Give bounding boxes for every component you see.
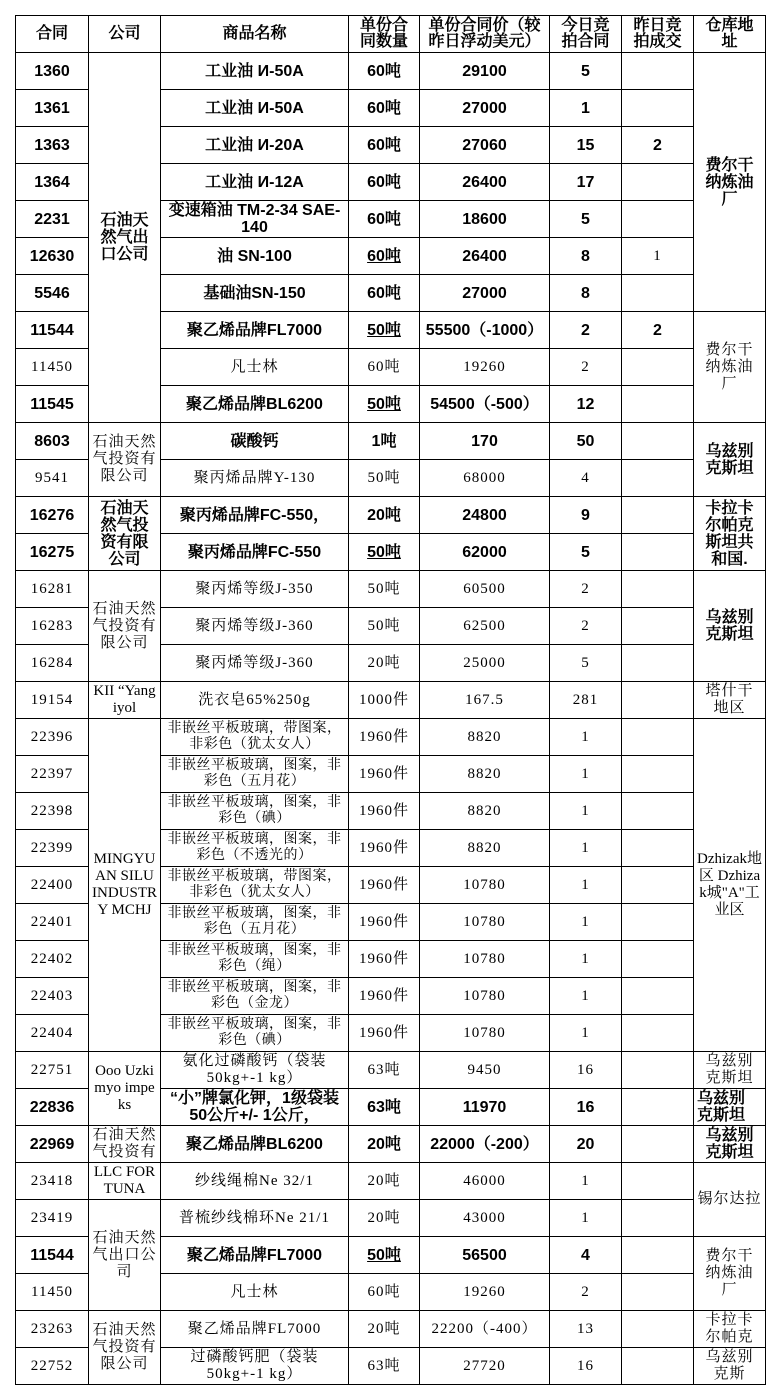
warehouse-cell: 卡拉卡尔帕克斯坦共和国. xyxy=(694,497,766,571)
header-product: 商品名称 xyxy=(161,16,349,53)
product-cell: 普梳纱线棉环Ne 21/1 xyxy=(161,1200,349,1237)
today-lots-cell: 16 xyxy=(550,1052,622,1089)
yesterday-deals-cell xyxy=(622,1052,694,1089)
quantity-cell: 50吨 xyxy=(349,534,420,571)
yesterday-deals-cell xyxy=(622,1163,694,1200)
warehouse-cell: Dzhizak地区 Dzhizak城"A"工业区 xyxy=(694,719,766,1052)
price-cell: 27720 xyxy=(420,1348,550,1385)
contract-cell: 11544 xyxy=(16,312,89,349)
product-cell: 氨化过磷酸钙（袋装50kg+-1 kg） xyxy=(161,1052,349,1089)
header-quantity: 单份合同数量 xyxy=(349,16,420,53)
today-lots-cell: 16 xyxy=(550,1089,622,1126)
product-cell: 聚丙烯等级J-360 xyxy=(161,645,349,682)
quantity-cell: 63吨 xyxy=(349,1052,420,1089)
product-cell: 聚乙烯品牌FL7000 xyxy=(161,1311,349,1348)
price-cell: 10780 xyxy=(420,978,550,1015)
price-cell: 8820 xyxy=(420,719,550,756)
warehouse-cell: 费尔干纳炼油厂 xyxy=(694,1237,766,1311)
quantity-cell: 20吨 xyxy=(349,1200,420,1237)
today-lots-cell: 17 xyxy=(550,164,622,201)
product-cell: 工业油 И-50A xyxy=(161,90,349,127)
product-cell: “小”牌氯化钾，1级袋装50公斤+/- 1公斤， xyxy=(161,1089,349,1126)
today-lots-cell: 2 xyxy=(550,1274,622,1311)
quantity-cell: 50吨 xyxy=(349,386,420,423)
price-cell: 25000 xyxy=(420,645,550,682)
today-lots-cell: 9 xyxy=(550,497,622,534)
price-cell: 19260 xyxy=(420,349,550,386)
today-lots-cell: 1 xyxy=(550,830,622,867)
yesterday-deals-cell xyxy=(622,423,694,460)
price-cell: 46000 xyxy=(420,1163,550,1200)
quantity-cell: 1吨 xyxy=(349,423,420,460)
product-cell: 凡士林 xyxy=(161,349,349,386)
header-today-lots: 今日竞拍合同 xyxy=(550,16,622,53)
header-company: 公司 xyxy=(89,16,161,53)
quantity-cell: 60吨 xyxy=(349,238,420,275)
price-cell: 26400 xyxy=(420,164,550,201)
product-cell: 变速箱油 TM-2-34 SAE-140 xyxy=(161,201,349,238)
header-contract: 合同 xyxy=(16,16,89,53)
contract-cell: 19154 xyxy=(16,682,89,719)
price-cell: 54500（-500） xyxy=(420,386,550,423)
company-cell: KII “Yangiyol xyxy=(89,682,161,719)
product-cell: 工业油 И-12A xyxy=(161,164,349,201)
product-cell: 非嵌丝平板玻璃，图案，非彩色（碘） xyxy=(161,1015,349,1052)
product-cell: 非嵌丝平板玻璃，图案，非彩色（五月花） xyxy=(161,904,349,941)
product-cell: 聚丙烯品牌FC-550， xyxy=(161,497,349,534)
product-cell: 聚丙烯等级J-360 xyxy=(161,608,349,645)
contract-cell: 22400 xyxy=(16,867,89,904)
quantity-cell: 20吨 xyxy=(349,497,420,534)
yesterday-deals-cell xyxy=(622,1274,694,1311)
quantity-cell: 60吨 xyxy=(349,1274,420,1311)
product-cell: 聚丙烯等级J-350 xyxy=(161,571,349,608)
contract-cell: 16275 xyxy=(16,534,89,571)
yesterday-deals-cell xyxy=(622,90,694,127)
quantity-cell: 50吨 xyxy=(349,460,420,497)
product-cell: 聚丙烯品牌Y-130 xyxy=(161,460,349,497)
warehouse-cell: 塔什干地区 xyxy=(694,682,766,719)
today-lots-cell: 13 xyxy=(550,1311,622,1348)
quantity-cell: 60吨 xyxy=(349,127,420,164)
price-cell: 19260 xyxy=(420,1274,550,1311)
quantity-cell: 50吨 xyxy=(349,608,420,645)
yesterday-deals-cell xyxy=(622,608,694,645)
price-cell: 10780 xyxy=(420,867,550,904)
warehouse-cell: 费尔干纳炼油厂 xyxy=(694,312,766,423)
company-cell: 石油天然气投资有限公司 xyxy=(89,497,161,571)
today-lots-cell: 1 xyxy=(550,1015,622,1052)
header-yesterday-deals: 昨日竞拍成交 xyxy=(622,16,694,53)
quantity-cell: 20吨 xyxy=(349,645,420,682)
yesterday-deals-cell xyxy=(622,1311,694,1348)
yesterday-deals-cell xyxy=(622,164,694,201)
today-lots-cell: 1 xyxy=(550,719,622,756)
today-lots-cell: 12 xyxy=(550,386,622,423)
contract-cell: 2231 xyxy=(16,201,89,238)
price-cell: 60500 xyxy=(420,571,550,608)
quantity-cell: 20吨 xyxy=(349,1126,420,1163)
yesterday-deals-cell xyxy=(622,349,694,386)
contract-cell: 12630 xyxy=(16,238,89,275)
yesterday-deals-cell: 2 xyxy=(622,312,694,349)
today-lots-cell: 2 xyxy=(550,608,622,645)
contract-cell: 1363 xyxy=(16,127,89,164)
warehouse-cell: 乌兹别克斯坦 xyxy=(694,423,766,497)
quantity-cell: 1960件 xyxy=(349,793,420,830)
today-lots-cell: 5 xyxy=(550,534,622,571)
header-price: 单份合同价（较昨日浮动美元） xyxy=(420,16,550,53)
price-cell: 8820 xyxy=(420,793,550,830)
contract-cell: 22751 xyxy=(16,1052,89,1089)
contract-cell: 22403 xyxy=(16,978,89,1015)
contract-cell: 23419 xyxy=(16,1200,89,1237)
contract-cell: 11544 xyxy=(16,1237,89,1274)
price-cell: 56500 xyxy=(420,1237,550,1274)
warehouse-cell: 费尔干纳炼油厂 xyxy=(694,53,766,312)
today-lots-cell: 1 xyxy=(550,941,622,978)
yesterday-deals-cell xyxy=(622,904,694,941)
product-cell: 油 SN-100 xyxy=(161,238,349,275)
product-cell: 纱线绳棉Ne 32/1 xyxy=(161,1163,349,1200)
price-cell: 22200（-400） xyxy=(420,1311,550,1348)
quantity-cell: 1960件 xyxy=(349,1015,420,1052)
price-cell: 10780 xyxy=(420,904,550,941)
yesterday-deals-cell xyxy=(622,534,694,571)
today-lots-cell: 1 xyxy=(550,904,622,941)
yesterday-deals-cell xyxy=(622,1237,694,1274)
quantity-cell: 63吨 xyxy=(349,1089,420,1126)
warehouse-cell: 卡拉卡尔帕克 xyxy=(694,1311,766,1348)
price-cell: 10780 xyxy=(420,1015,550,1052)
quantity-cell: 63吨 xyxy=(349,1348,420,1385)
contract-cell: 22752 xyxy=(16,1348,89,1385)
contract-cell: 16281 xyxy=(16,571,89,608)
contract-cell: 11450 xyxy=(16,349,89,386)
contract-cell: 9541 xyxy=(16,460,89,497)
quantity-cell: 60吨 xyxy=(349,53,420,90)
price-cell: 68000 xyxy=(420,460,550,497)
contract-cell: 16283 xyxy=(16,608,89,645)
company-cell: 石油天然气投资有限公司 xyxy=(89,571,161,682)
yesterday-deals-cell xyxy=(622,1089,694,1126)
price-cell: 9450 xyxy=(420,1052,550,1089)
yesterday-deals-cell xyxy=(622,867,694,904)
price-cell: 62000 xyxy=(420,534,550,571)
today-lots-cell: 8 xyxy=(550,238,622,275)
yesterday-deals-cell xyxy=(622,1015,694,1052)
yesterday-deals-cell xyxy=(622,645,694,682)
company-cell: Ooo Uzkimyo impeks xyxy=(89,1052,161,1126)
yesterday-deals-cell xyxy=(622,978,694,1015)
quantity-cell: 1960件 xyxy=(349,830,420,867)
contract-cell: 11450 xyxy=(16,1274,89,1311)
yesterday-deals-cell xyxy=(622,460,694,497)
today-lots-cell: 1 xyxy=(550,978,622,1015)
quantity-cell: 1960件 xyxy=(349,978,420,1015)
product-cell: 非嵌丝平板玻璃，图案，非彩色（绳） xyxy=(161,941,349,978)
header-warehouse: 仓库地址 xyxy=(694,16,766,53)
today-lots-cell: 2 xyxy=(550,349,622,386)
quantity-cell: 60吨 xyxy=(349,349,420,386)
price-cell: 8820 xyxy=(420,756,550,793)
product-cell: 碳酸钙 xyxy=(161,423,349,460)
warehouse-cell: 乌兹别克斯坦 xyxy=(694,1126,766,1163)
price-cell: 43000 xyxy=(420,1200,550,1237)
product-cell: 聚乙烯品牌BL6200 xyxy=(161,386,349,423)
company-cell: MINGYUAN SILU INDUSTRY MCHJ xyxy=(89,719,161,1052)
price-cell: 167.5 xyxy=(420,682,550,719)
yesterday-deals-cell xyxy=(622,497,694,534)
quantity-cell: 1960件 xyxy=(349,941,420,978)
product-cell: 非嵌丝平板玻璃，图案，非彩色（五月花） xyxy=(161,756,349,793)
today-lots-cell: 5 xyxy=(550,53,622,90)
contract-cell: 22401 xyxy=(16,904,89,941)
quantity-cell: 50吨 xyxy=(349,571,420,608)
warehouse-cell: 乌兹别克斯坦 xyxy=(694,1052,766,1089)
price-cell: 27000 xyxy=(420,90,550,127)
company-cell: 石油天然气投资有限公司 xyxy=(89,423,161,497)
contract-cell: 1364 xyxy=(16,164,89,201)
today-lots-cell: 16 xyxy=(550,1348,622,1385)
yesterday-deals-cell xyxy=(622,682,694,719)
price-cell: 22000（-200） xyxy=(420,1126,550,1163)
today-lots-cell: 1 xyxy=(550,756,622,793)
today-lots-cell: 15 xyxy=(550,127,622,164)
yesterday-deals-cell xyxy=(622,386,694,423)
product-cell: 洗衣皂65%250g xyxy=(161,682,349,719)
today-lots-cell: 4 xyxy=(550,1237,622,1274)
contract-cell: 5546 xyxy=(16,275,89,312)
price-cell: 11970 xyxy=(420,1089,550,1126)
product-cell: 聚乙烯品牌FL7000 xyxy=(161,1237,349,1274)
today-lots-cell: 1 xyxy=(550,1163,622,1200)
price-cell: 55500（-1000） xyxy=(420,312,550,349)
company-cell: 石油天然气投资有 xyxy=(89,1126,161,1163)
yesterday-deals-cell xyxy=(622,571,694,608)
today-lots-cell: 20 xyxy=(550,1126,622,1163)
product-cell: 非嵌丝平板玻璃，图案，非彩色（金龙） xyxy=(161,978,349,1015)
yesterday-deals-cell: 2 xyxy=(622,127,694,164)
product-cell: 聚乙烯品牌FL7000 xyxy=(161,312,349,349)
yesterday-deals-cell xyxy=(622,793,694,830)
contract-cell: 22397 xyxy=(16,756,89,793)
company-cell: 石油天然气投资有限公司 xyxy=(89,1311,161,1385)
product-cell: 非嵌丝平板玻璃，图案，非彩色（碘） xyxy=(161,793,349,830)
yesterday-deals-cell xyxy=(622,53,694,90)
contract-cell: 11545 xyxy=(16,386,89,423)
warehouse-cell: 锡尔达拉 xyxy=(694,1163,766,1237)
product-cell: 非嵌丝平板玻璃，图案，非彩色（不透光的） xyxy=(161,830,349,867)
contract-table xyxy=(15,15,766,1385)
today-lots-cell: 281 xyxy=(550,682,622,719)
today-lots-cell: 50 xyxy=(550,423,622,460)
quantity-cell: 60吨 xyxy=(349,164,420,201)
price-cell: 27060 xyxy=(420,127,550,164)
contract-cell: 22398 xyxy=(16,793,89,830)
price-cell: 18600 xyxy=(420,201,550,238)
yesterday-deals-cell xyxy=(622,1348,694,1385)
contract-cell: 22402 xyxy=(16,941,89,978)
yesterday-deals-cell xyxy=(622,756,694,793)
quantity-cell: 1960件 xyxy=(349,904,420,941)
price-cell: 24800 xyxy=(420,497,550,534)
quantity-cell: 1960件 xyxy=(349,719,420,756)
yesterday-deals-cell xyxy=(622,201,694,238)
price-cell: 10780 xyxy=(420,941,550,978)
yesterday-deals-cell: 1 xyxy=(622,238,694,275)
today-lots-cell: 5 xyxy=(550,201,622,238)
yesterday-deals-cell xyxy=(622,830,694,867)
contract-cell: 22396 xyxy=(16,719,89,756)
product-cell: 聚乙烯品牌BL6200 xyxy=(161,1126,349,1163)
product-cell: 聚丙烯品牌FC-550 xyxy=(161,534,349,571)
contract-cell: 8603 xyxy=(16,423,89,460)
company-cell: 石油天然气出口公司 xyxy=(89,53,161,423)
quantity-cell: 1960件 xyxy=(349,867,420,904)
quantity-cell: 60吨 xyxy=(349,201,420,238)
yesterday-deals-cell xyxy=(622,1200,694,1237)
today-lots-cell: 2 xyxy=(550,312,622,349)
today-lots-cell: 1 xyxy=(550,1200,622,1237)
yesterday-deals-cell xyxy=(622,1126,694,1163)
price-cell: 26400 xyxy=(420,238,550,275)
company-cell: 石油天然气出口公司 xyxy=(89,1200,161,1311)
contract-cell: 1360 xyxy=(16,53,89,90)
today-lots-cell: 4 xyxy=(550,460,622,497)
product-cell: 工业油 И-50A xyxy=(161,53,349,90)
price-cell: 170 xyxy=(420,423,550,460)
yesterday-deals-cell xyxy=(622,941,694,978)
contract-cell: 1361 xyxy=(16,90,89,127)
today-lots-cell: 1 xyxy=(550,793,622,830)
quantity-cell: 1960件 xyxy=(349,756,420,793)
warehouse-cell: 乌兹别克斯坦 xyxy=(694,1089,766,1126)
contract-cell: 22836 xyxy=(16,1089,89,1126)
contract-cell: 23418 xyxy=(16,1163,89,1200)
company-cell: LLC FORTUNA xyxy=(89,1163,161,1200)
contract-cell: 22399 xyxy=(16,830,89,867)
yesterday-deals-cell xyxy=(622,719,694,756)
price-cell: 8820 xyxy=(420,830,550,867)
today-lots-cell: 2 xyxy=(550,571,622,608)
contract-cell: 16284 xyxy=(16,645,89,682)
product-cell: 基础油SN-150 xyxy=(161,275,349,312)
product-cell: 过磷酸钙肥（袋装50kg+-1 kg） xyxy=(161,1348,349,1385)
quantity-cell: 60吨 xyxy=(349,90,420,127)
contract-cell: 23263 xyxy=(16,1311,89,1348)
today-lots-cell: 1 xyxy=(550,90,622,127)
today-lots-cell: 8 xyxy=(550,275,622,312)
price-cell: 29100 xyxy=(420,53,550,90)
quantity-cell: 1000件 xyxy=(349,682,420,719)
yesterday-deals-cell xyxy=(622,275,694,312)
product-cell: 工业油 И-20A xyxy=(161,127,349,164)
quantity-cell: 50吨 xyxy=(349,312,420,349)
price-cell: 62500 xyxy=(420,608,550,645)
today-lots-cell: 5 xyxy=(550,645,622,682)
today-lots-cell: 1 xyxy=(550,867,622,904)
product-cell: 凡士林 xyxy=(161,1274,349,1311)
quantity-cell: 20吨 xyxy=(349,1311,420,1348)
warehouse-cell: 乌兹别克斯坦 xyxy=(694,571,766,682)
product-cell: 非嵌丝平板玻璃，带图案，非彩色（犹太女人） xyxy=(161,867,349,904)
quantity-cell: 50吨 xyxy=(349,1237,420,1274)
product-cell: 非嵌丝平板玻璃，带图案，非彩色（犹太女人） xyxy=(161,719,349,756)
quantity-cell: 20吨 xyxy=(349,1163,420,1200)
contract-cell: 22404 xyxy=(16,1015,89,1052)
price-cell: 27000 xyxy=(420,275,550,312)
contract-cell: 22969 xyxy=(16,1126,89,1163)
warehouse-cell: 乌兹别克斯 xyxy=(694,1348,766,1385)
contract-cell: 16276 xyxy=(16,497,89,534)
quantity-cell: 60吨 xyxy=(349,275,420,312)
